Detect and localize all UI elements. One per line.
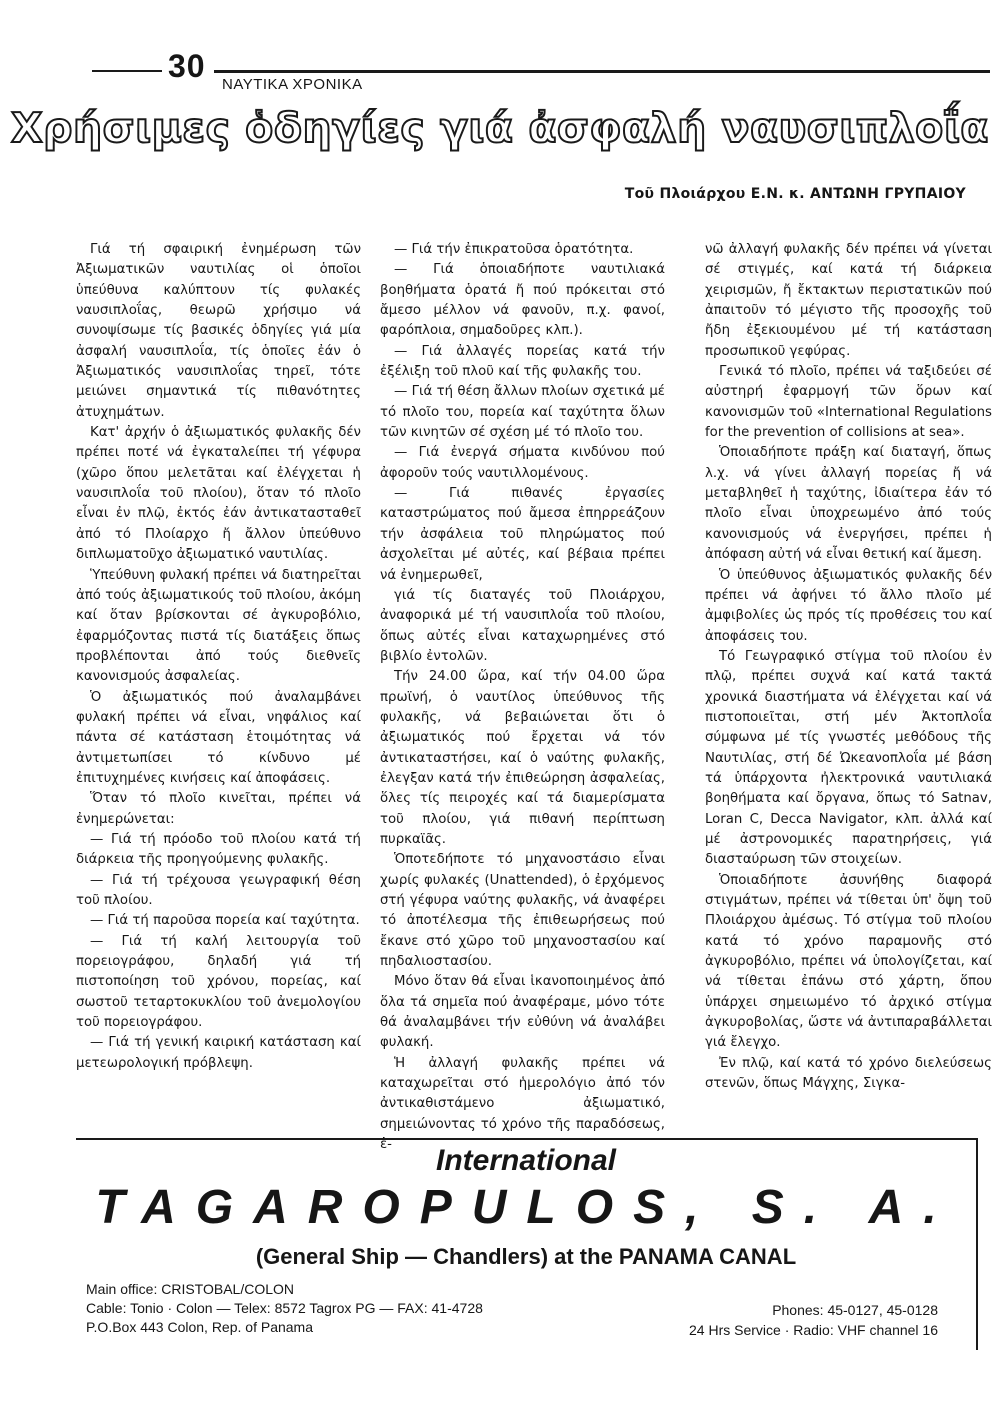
ad-main-office: Main office: CRISTOBAL/COLON	[86, 1281, 294, 1297]
paragraph: Γενικά τό πλοῖο, πρέπει νά ταξιδεύει σέ αὐστηρή ἐφαρμογή τῶν ὅρων καί κανονισμῶν τοῦ «International Regulations for the prevention of collisions at sea».	[705, 364, 992, 441]
paragraph: Ὁποιαδήποτε ἀσυνήθης διαφορά στιγμάτων, πρέπει νά τίθεται ὑπ' ὄψη τοῦ Πλοιάρχου ἀμέσως. Τό στίγμα τοῦ πλοίου κατά τό χρόνο παραμονῆς στό ἀγκυροβόλιο, πρέπει νά ὑπολογίζεται, καί νά τίθεται ἐπάνω στό χάρτη, ὅπου ὑπάρχει σημειωμένο τό ἀρχικό στίγμα ἀγκυροβολίας, ὥστε νά ἀντιπαραβάλλεται γιά ἔλεγχο.	[705, 872, 992, 1051]
list-item: — Γιά τή καλή λειτουργία τοῦ πορειογράφου, δηλαδή γιά τή πιστοποίηση τοῦ χρόνου, πορείας, καί σωστοῦ τεταρτοκυκλίου τοῦ ἀνεμολογίου τοῦ πορειογράφου.	[76, 933, 361, 1031]
advertisement	[76, 1138, 978, 1350]
paragraph: Ὅταν τό πλοῖο κινεῖται, πρέπει νά ἐνημερώνεται:	[76, 791, 361, 827]
article-column-3	[705, 240, 992, 1130]
paragraph: νῶ ἀλλαγή φυλακῆς δέν πρέπει νά γίνεται σέ στιγμές, καί κατά τή διάρκεια χειρισμῶν, ἤ ἔκτακτων περιστατικῶν πού ἀπαιτοῦν τό μέγιστο τῆς προσοχῆς τοῦ ἤδη ἐξεκιουμένου μέ τή κατάσταση προσωπικοῦ γεφύρας.	[705, 242, 992, 359]
list-item: — Γιά τή παροῦσα πορεία καί ταχύτητα.	[90, 913, 360, 929]
paragraph: Τό Γεωγραφικό στίγμα τοῦ πλοίου ἐν πλῷ, πρέπει συχνά καί κατά τακτά χρονικά διαστήματα νά ἐλέγχεται καί νά πιστοποιεῖται, στή μέν Ἀκτοπλοΐα σύμφωνα μέ τίς γνωστές μεθόδους τῆς Ναυτιλίας, στή δέ Ὠκεανοπλοΐα μέ βάση τά ὑπάρχοντα ἠλεκτρονικά ναυτιλιακά βοηθήματα καί ὄργανα, ὅπως τό Satnav, Loran C, Decca Navigator, κλπ. ἀλλά καί μέ ἀστρονομικές παρατηρήσεις, γιά διασταύρωση τῶν στοιχείων.	[705, 648, 992, 868]
paragraph: Γιά τή σφαιρική ἐνημέρωση τῶν Ἀξιωματικῶν ναυτιλίας οἱ ὁποῖοι ὑπεύθυνα καλύπτουν τίς φυλακές ναυσιπλοΐας, θεωρῶ χρήσιμο νά συνοψίσωμε τίς βασικές ὁδηγίες γιά μία ἀσφαλή ναυσιπλοΐα, τίς ὁποῖες ἐάν ὁ Ἀξιωματικός ναυσιπλοΐας τηρεῖ, τότε μειώνει σημαντικά τίς πιθανότητες ἀτυχημάτων.	[76, 242, 361, 420]
paragraph: Ὁποιαδήποτε πράξη καί διαταγή, ὅπως λ.χ. νά γίνει ἀλλαγή πορείας ἤ νά μεταβληθεῖ ἡ ταχύτης, ἰδιαίτερα ἐάν τό πλοῖο εἶναι ὑποχρεωμένο ἀπό τούς κανονισμούς νά ἐνεργήσει, πρέπει ἡ ἀπόφαση αὐτή νά εἶναι θετική καί ἄμεση.	[705, 445, 992, 563]
article-byline: Τοῦ Πλοιάρχου Ε.Ν. κ. ΑΝΤΩΝΗ ΓΡΥΠΑΙΟΥ	[624, 186, 966, 202]
paragraph: Ὁ ὑπεύθυνος ἀξιωματικός φυλακῆς δέν πρέπει νά ἀφήνει τό ἄλλο πλοῖο μέ ἀμφιβολίες ὡς πρός τίς προθέσεις του καί ἀποφάσεις του.	[705, 567, 992, 644]
header-rule-right	[214, 70, 990, 73]
list-item: — Γιά τή γενική καιρική κατάσταση καί μετεωρολογική πρόβλεψη.	[76, 1035, 361, 1071]
list-item: — Γιά ἐνεργά σήματα κινδύνου πού ἀφοροῦν τούς ναυτιλλομένους.	[380, 445, 665, 481]
magazine-name: ΝΑΥΤΙΚΑ ΧΡΟΝΙΚΑ	[222, 76, 363, 93]
paragraph: Ὁ ἀξιωματικός πού ἀναλαμβάνει φυλακή πρέπει νά εἶναι, νηφάλιος καί πάντα σέ κατάσταση ἑτοιμότητας νά ἀντιμετωπίσει τό κίνδυνο μέ ἐπιτυχημένες κινήσεις καί ἀποφάσεις.	[76, 689, 361, 786]
ad-tagline: (General Ship — Chandlers) at the PANAMA CANAL	[255, 1244, 797, 1269]
article-column-2	[380, 240, 665, 1153]
header-rule-left	[92, 70, 162, 72]
ad-contact-info	[86, 1280, 483, 1337]
paragraph: Κατ' ἀρχήν ὁ ἀξιωματικός φυλακῆς δέν πρέπει ποτέ νά ἐγκαταλείπει τή γέφυρα (χῶρο ὅπου μελετᾶται καί ἐλέγχεται ἡ ναυσιπλοΐα τοῦ πλοίου), ὅταν τό πλοῖο εἶναι ἐν πλῷ, ἐκτός ἐάν ἀντικατασταθεῖ ἀπό τό Πλοίαρχο ἤ ἄλλον ὑπεύθυνο διπλωματοῦχο ἀξιωματικό ναυτιλίας.	[76, 425, 361, 563]
paragraph: Τήν 24.00 ὥρα, καί τήν 04.00 ὥρα πρωϊνή, ὁ ναυτίλος ὑπεύθυνος τῆς φυλακῆς, νά βεβαιώνεται ὅτι ὁ ἀξιωματικός πού ἔρχεται νά τόν ἀντικαταστήσει, καί ὁ ναύτης φυλακῆς, ἐλεγξαν κατά τήν ἐπιθεώρηση ἀσφαλείας, ὅλες τίς πειροχές καί τά διαμερίσματα τοῦ πλοίου, γιά πιθανή περίπτωση πυρκαϊᾶς.	[380, 669, 665, 847]
paragraph: Ἡ ἀλλαγή φυλακῆς πρέπει νά καταχωρεῖται στό ἡμερολόγιο ἀπό τόν ἀντικαθιστάμενο ἀξιωματικό, σημειώνοντας τό χρόνο τῆς παραδόσεως, ἐ-	[380, 1055, 665, 1153]
ad-service: 24 Hrs Service · Radio: VHF channel 16	[689, 1322, 938, 1338]
ad-phones: Phones: 45-0127, 45-0128	[772, 1302, 938, 1318]
list-item: — Γιά τή πρόοδο τοῦ πλοίου κατά τή διάρκεια τῆς προηγούμενης φυλακῆς.	[76, 831, 361, 868]
ad-cable: Cable: Tonio · Colon — Telex: 8572 Tagrox PG — FAX: 41-4728	[86, 1300, 483, 1316]
list-item: — Γιά τή τρέχουσα γεωγραφική θέση τοῦ πλοίου.	[76, 872, 361, 908]
article-column-1	[76, 240, 361, 1130]
list-item: — Γιά ἀλλαγές πορείας κατά τήν ἐξέλιξη τοῦ πλοῦ καί τῆς φυλακῆς του.	[380, 343, 665, 380]
list-item: — Γιά πιθανές ἐργασίες καταστρώματος πού ἄμεσα ἐπηρρεάζουν τήν ἀσφάλεια τοῦ πληρώματος πού ἀσχολεῖται μέ αὐτές, καί βέβαια πρέπει νά ἐνημερωθεῖ,	[380, 486, 665, 583]
ad-phone-info	[689, 1300, 938, 1340]
paragraph: γιά τίς διαταγές τοῦ Πλοιάρχου, ἀναφορικά μέ τή ναυσιπλοΐα τοῦ πλοίου, ὅπως αὐτές εἶναι καταχωρημένες στό βιβλίο ἐντολῶν.	[380, 587, 665, 664]
list-item: — Γιά τήν ἐπικρατοῦσα ὁρατότητα.	[394, 242, 634, 257]
list-item: — Γιά ὁποιαδήποτε ναυτιλιακά βοηθήματα ὁρατά ἤ πού πρόκειται στό ἄμεσο μέλλον νά φανοῦν, π.χ. φανοί, φαρόπλοια, σημαδοῦρες κλπ.).	[380, 262, 665, 339]
ad-company-name: TAGAROPULOS, S. A.	[95, 1181, 957, 1234]
paragraph: Ὑπεύθυνη φυλακή πρέπει νά διατηρεῖται ἀπό τούς ἀξιωματικούς τοῦ πλοίου, ἀκόμη καί ὅταν βρίσκονται σέ ἀγκυροβόλιο, ἐφαρμόζοντας πιστά τίς διατάξεις ὅπως προβλέπονται ἀπό τούς διεθνεῖς κανονισμούς ἀσφαλείας.	[76, 567, 361, 685]
article-title: Χρήσιμες ὁδηγίες γιά ἀσφαλή ναυσιπλοΐα	[11, 104, 989, 152]
paragraph: Μόνο ὅταν θά εἶναι ἱκανοποιημένος ἀπό ὅλα τά σημεῖα πού ἀναφέραμε, μόνο τότε θά ἀναλαμβάνει τήν εὐθύνη νά ἀναλάβει φυλακή.	[380, 974, 665, 1051]
paragraph: Ἐν πλῷ, καί κατά τό χρόνο διελεύσεως στενῶν, ὅπως Μάγχης, Σιγκα-	[705, 1055, 992, 1092]
list-item: — Γιά τή θέση ἄλλων πλοίων σχετικά μέ τό πλοῖο του, πορεία καί ταχύτητα ὅλων τῶν κινητῶν σέ σχέση μέ τό πλοῖο του.	[380, 384, 665, 441]
paragraph: Ὁποτεδήποτε τό μηχανοστάσιο εἶναι χωρίς φυλακές (Unattended), ὁ ἐρχόμενος στή γέφυρα ναύτης φυλακῆς, νά ἀναφέρει τό ἀποτέλεσμα τῆς ἐπιθεωρήσεως πού ἔκανε στό χῶρο τοῦ μηχανοστασίου καί πηδαλιοστασίου.	[380, 852, 665, 970]
page-number: 30	[168, 48, 206, 84]
ad-pobox: P.O.Box 443 Colon, Rep. of Panama	[86, 1319, 313, 1335]
ad-international: International	[435, 1144, 616, 1177]
